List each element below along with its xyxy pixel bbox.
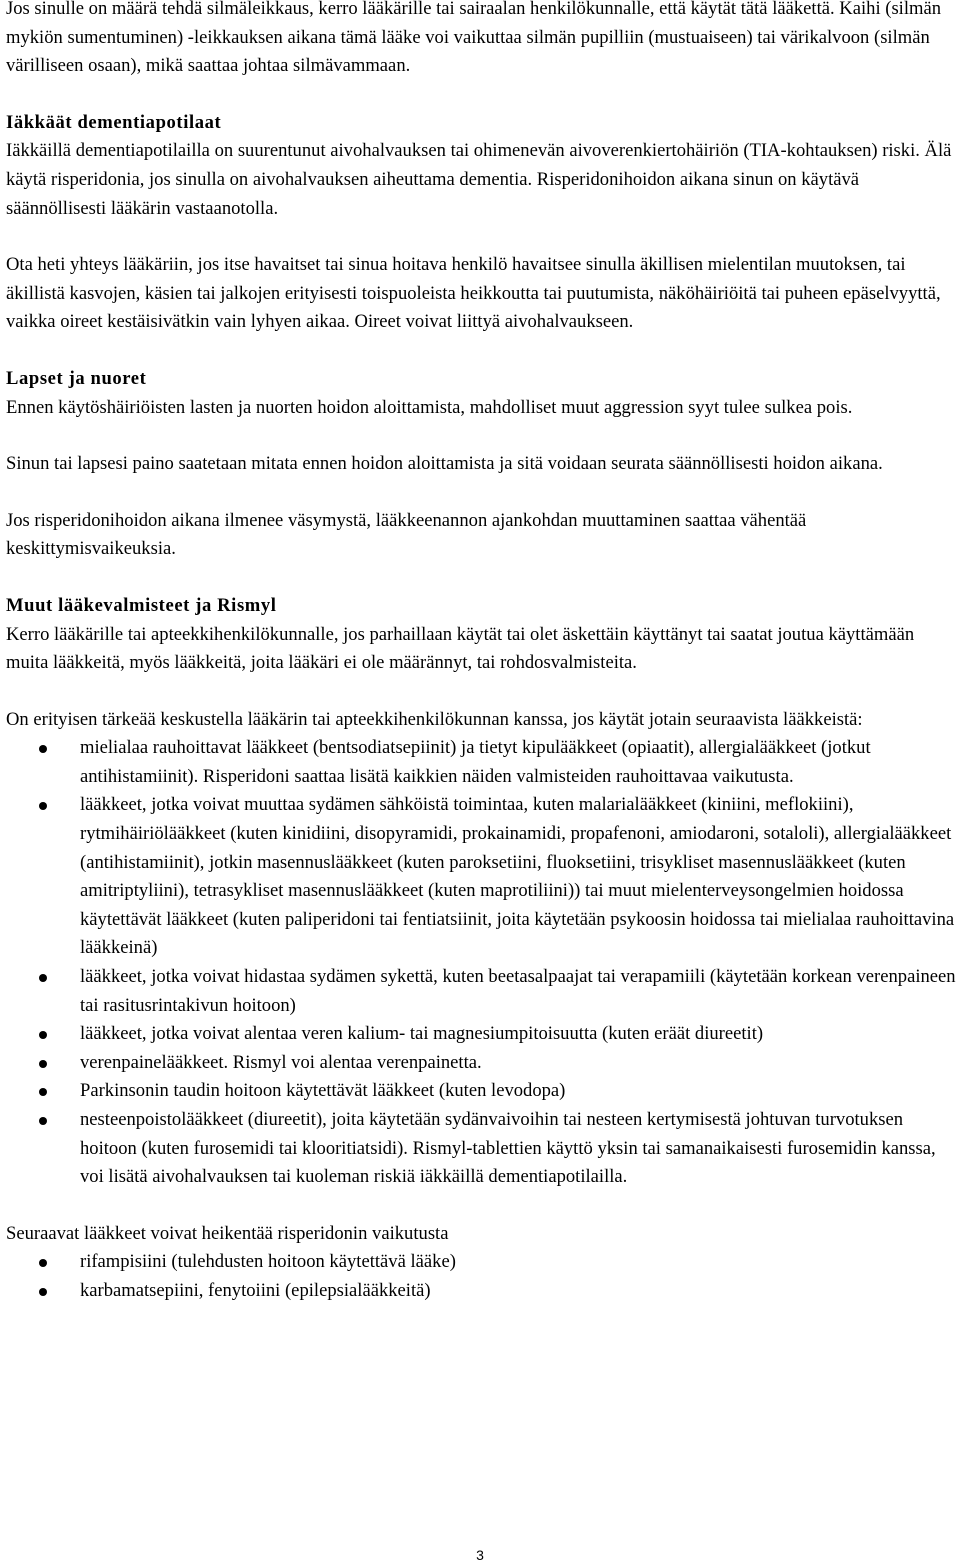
list-item: verenpainelääkkeet. Rismyl voi alentaa verenpainetta. [6, 1049, 956, 1078]
list-item: lääkkeet, jotka voivat alentaa veren kalium- tai magnesiumpitoisuutta (kuten eräät diureetit) [6, 1020, 956, 1049]
list-item: nesteenpoistolääkkeet (diureetit), joita käytetään sydänvaivoihin tai nesteen kertymisestä johtuvan turvotuksen hoitoon (kuten furosemidi tai klooritiatsidi). Rismyl-tablettien käyttö yksin tai samanaikaisesti furosemidin kanssa, voi lisätä aivohalvauksen tai kuoleman riskiä iäkkäillä dementiapotilailla. [6, 1106, 956, 1192]
children-fatigue-paragraph: Jos risperidonihoidon aikana ilmenee väsymystä, lääkkeenannon ajankohdan muuttaminen saattaa vähentää keskittymisvaikeuksia. [6, 509, 807, 560]
weakening-intro: Seuraavat lääkkeet voivat heikentää risperidonin vaikutusta [6, 1222, 449, 1244]
elderly-risk-paragraph: Iäkkäillä dementiapotilailla on suurentunut aivohalvauksen tai ohimenevän aivoverenkiertohäiriön (TIA-kohtauksen) riski. Älä käytä risperidonia, jos sinulla on aivohalvauksen aiheuttama dementia. Risperidonihoidon aikana sinun on käytävä säännöllisesti lääkärin vastaanotolla. [6, 140, 952, 219]
children-heading: Lapset ja nuoret [6, 367, 147, 389]
interaction-list-intro: On erityisen tärkeää keskustella lääkärin tai apteekkihenkilökunnan kanssa, jos käytät jotain seuraavista lääkkeistä: [6, 708, 863, 730]
document-page [6, 0, 956, 1334]
list-item: lääkkeet, jotka voivat muuttaa sydämen sähköistä toimintaa, kuten malarialääkkeet (kiniini, meflokiini), rytmihäiriölääkkeet (kuten kinidiini, disopyramidi, prokainamidi, propafenoni, amiodaroni, sotaloli), allergialääkkeet (antihistamiinit), jotkin masennuslääkkeet (kuten paroksetiini, fluoksetiini, trisykliset masennuslääkkeet (kuten amitriptyliini), tetrasykliset masennuslääkkeet (kuten maprotiliini)) tai muut mielenterveysongelmien hoidossa käytettävät lääkkeet (kuten paliperidoni tai fentiatsiinit, joita käytetään psykoosin hoidossa tai mielialaa rauhoittavina lääkkeinä) [6, 791, 956, 963]
other-medicines-paragraph: Kerro lääkärille tai apteekkihenkilökunnalle, jos parhaillaan käytät tai olet äskettäin käyttänyt tai saatat joutua käyttämään muita lääkkeitä, myös lääkkeitä, joita lääkäri ei ole määrännyt, tai rohdosvalmisteita. [6, 623, 915, 674]
elderly-contact-paragraph: Ota heti yhteys lääkäriin, jos itse havaitset tai sinua hoitava henkilö havaitsee sinulla äkillisen mielentilan muutoksen, tai äkillistä kasvojen, käsien tai jalkojen erityisesti toispuoleista heikkoutta tai puutumista, näköhäiriöitä tai puheen epäselvyyttä, vaikka oireet kestäisivätkin vain lyhyen aikaa. Oireet voivat liittyä aivohalvaukseen. [6, 254, 941, 333]
list-item: lääkkeet, jotka voivat hidastaa sydämen sykettä, kuten beetasalpaajat tai verapamiili (käytetään korkean verenpaineen tai rasitusrintakivun hoitoon) [6, 963, 956, 1020]
weakening-section [6, 1220, 956, 1306]
children-weight-paragraph: Sinun tai lapsesi paino saatetaan mitata ennen hoidon aloittamista ja sitä voidaan seurata säännöllisesti hoidon aikana. [6, 453, 883, 475]
list-item: karbamatsepiini, fenytoiini (epilepsialääkkeitä) [6, 1277, 956, 1306]
weakening-list [6, 1248, 956, 1305]
other-medicines-section [6, 592, 956, 1192]
children-section [6, 365, 956, 564]
eye-surgery-paragraph: Jos sinulle on määrä tehdä silmäleikkaus, kerro lääkärille tai sairaalan henkilökunnalle, että käytät tätä lääkettä. Kaihi (silmän mykiön sumentuminen) -leikkauksen aikana tämä lääke voi vaikuttaa silmän pupilliin (mustuaiseen) tai värikalvoon (silmän värilliseen osaan), mikä saattaa johtaa silmävammaan. [6, 0, 942, 77]
elderly-dementia-section [6, 109, 956, 337]
list-item: rifampisiini (tulehdusten hoitoon käytettävä lääke) [6, 1248, 956, 1277]
interaction-list [6, 734, 956, 1192]
list-item: Parkinsonin taudin hoitoon käytettävät lääkkeet (kuten levodopa) [6, 1077, 956, 1106]
children-aggression-paragraph: Ennen käytöshäiriöisten lasten ja nuorten hoidon aloittamista, mahdolliset muut aggression syyt tulee sulkea pois. [6, 396, 853, 418]
page-number: 3 [476, 1547, 484, 1563]
other-medicines-heading: Muut lääkevalmisteet ja Rismyl [6, 594, 277, 616]
list-item: mielialaa rauhoittavat lääkkeet (bentsodiatsepiinit) ja tietyt kipulääkkeet (opiaatit), allergialääkkeet (jotkut antihistamiinit). Risperidoni saattaa lisätä kaikkien näiden valmisteiden rauhoittavaa vaikutusta. [6, 734, 956, 791]
elderly-dementia-heading: Iäkkäät dementiapotilaat [6, 111, 222, 133]
